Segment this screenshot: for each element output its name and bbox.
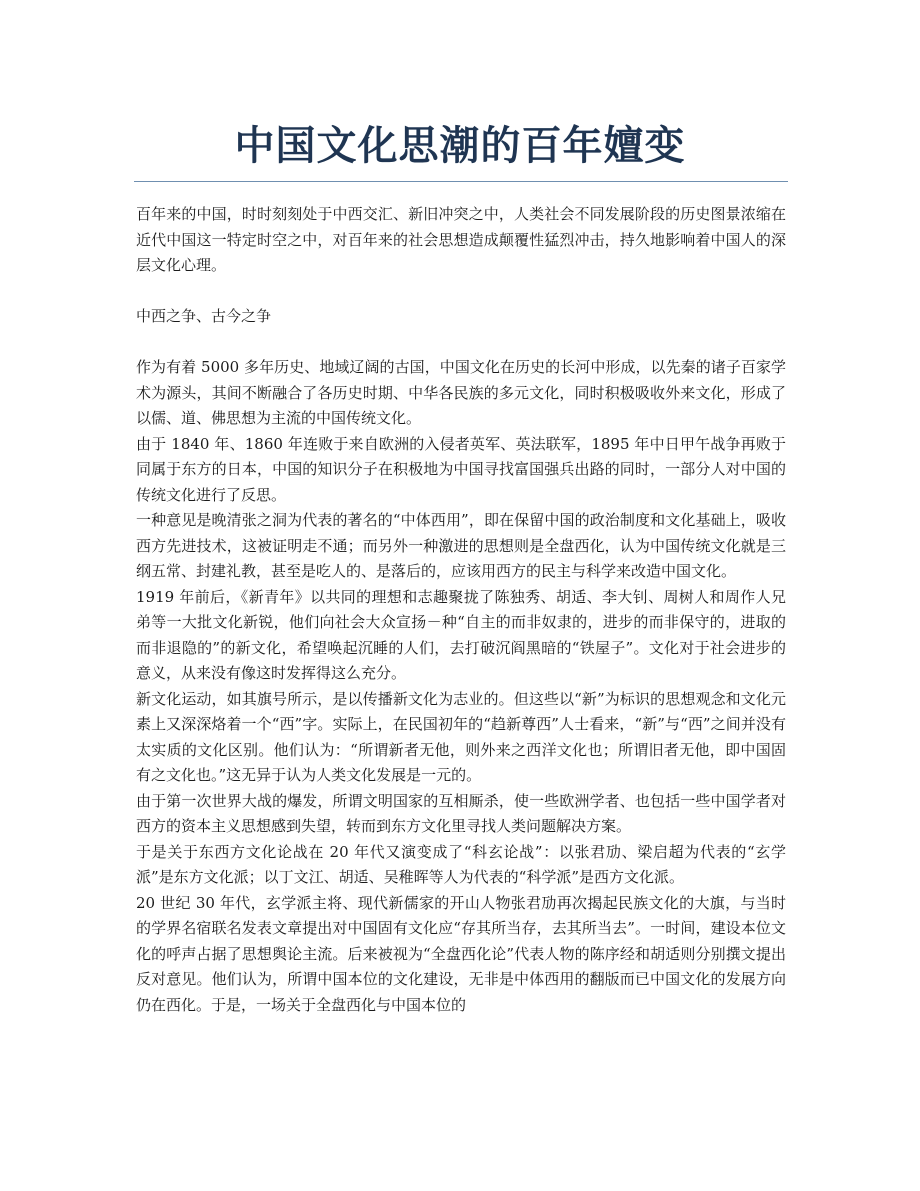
intro-paragraph: 百年来的中国，时时刻刻处于中西交汇、新旧冲突之中，人类社会不同发展阶段的历史图景浓缩在近代中国这一特定时空之中，对百年来的社会思想造成颠覆性猛烈冲击，持久地影响着中国人的深层文化心理。 — [136, 205, 786, 274]
title-divider — [134, 181, 788, 182]
page-title: 中国文化思潮的百年嬗变 — [234, 123, 686, 169]
body-paragraph-4: 1919 年前后，《新青年》以共同的理想和志趣聚拢了陈独秀、胡适、李大钊、周树人和周作人兄弟等一大批文化新锐，他们向社会大众宣扬－种“自主的而非奴隶的，进步的而非保守的，进取的而非退隐的”的新文化，希望唤起沉睡的人们，去打破沉阎黑暗的“铁屋子”。文化对于社会进步的意义，从来没有像这时发挥得这么充分。 — [136, 587, 786, 682]
body-paragraph-6: 由于第一次世界大战的爆发，所谓文明国家的互相厮杀，使一些欧洲学者、也包括一些中国学者对西方的资本主义思想感到失望，转而到东方文化里寻找人类问题解决方案。 — [136, 791, 786, 835]
body-paragraph-2: 由于 1840 年、1860 年连败于来自欧洲的入侵者英军、英法联军，1895 年中日甲午战争再败于同属于东方的日本，中国的知识分子在积极地为中国寻找富国强兵出路的同时，一部分人对中国的传统文化进行了反思。 — [136, 434, 786, 504]
paragraph-spacer — [136, 279, 786, 305]
body-paragraph-1: 作为有着 5000 多年历史、地域辽阔的古国，中国文化在历史的长河中形成，以先秦的诸子百家学术为源头，其间不断融合了各历史时期、中华各民族的多元文化，同时积极吸收外来文化，形成了以儒、道、佛思想为主流的中国传统文化。 — [136, 358, 786, 427]
paragraph-spacer — [136, 330, 786, 356]
body-paragraph-5: 新文化运动，如其旗号所示，是以传播新文化为志业的。但这些以“新”为标识的思想观念和文化元素上又深深烙着一个“西”字。实际上，在民国初年的“趋新尊西”人士看来，“新”与“西”之间并没有太实质的文化区别。他们认为：“所谓新者无他，则外来之西洋文化也；所谓旧者无他，即中国固有之文化也。”这无异于认为人类文化发展是一元的。 — [136, 689, 786, 784]
section-heading: 中西之争、古今之争 — [136, 307, 272, 325]
document-body — [136, 202, 786, 1018]
body-paragraph-3: 一种意见是晚清张之洞为代表的著名的“中体西用”，即在保留中国的政治制度和文化基础上，吸收西方先进技术，这被证明走不通；而另外一种激进的思想则是全盘西化，认为中国传统文化就是三纲五常、封建礼教，甚至是吃人的、是落后的，应该用西方的民主与科学来改造中国文化。 — [136, 511, 786, 580]
body-paragraph-8: 20 世纪 30 年代，玄学派主将、现代新儒家的开山人物张君劢再次揭起民族文化的大旗，与当时的学界名宿联名发表文章提出对中国固有文化应“存其所当存，去其所当去”。一时间，建设本位文化的呼声占据了思想舆论主流。后来被视为“全盘西化论”代表人物的陈序经和胡适则分别撰文提出反对意见。他们认为，所谓中国本位的文化建设，无非是中体西用的翻版而已中国文化的发展方向仍在西化。于是，一场关于全盘西化与中国本位的 — [136, 893, 786, 1014]
body-paragraph-7: 于是关于东西方文化论战在 20 年代又演变成了“科玄论战”：以张君劢、梁启超为代表的“玄学派”是东方文化派；以丁文江、胡适、吴稚晖等人为代表的“科学派”是西方文化派。 — [136, 842, 786, 886]
